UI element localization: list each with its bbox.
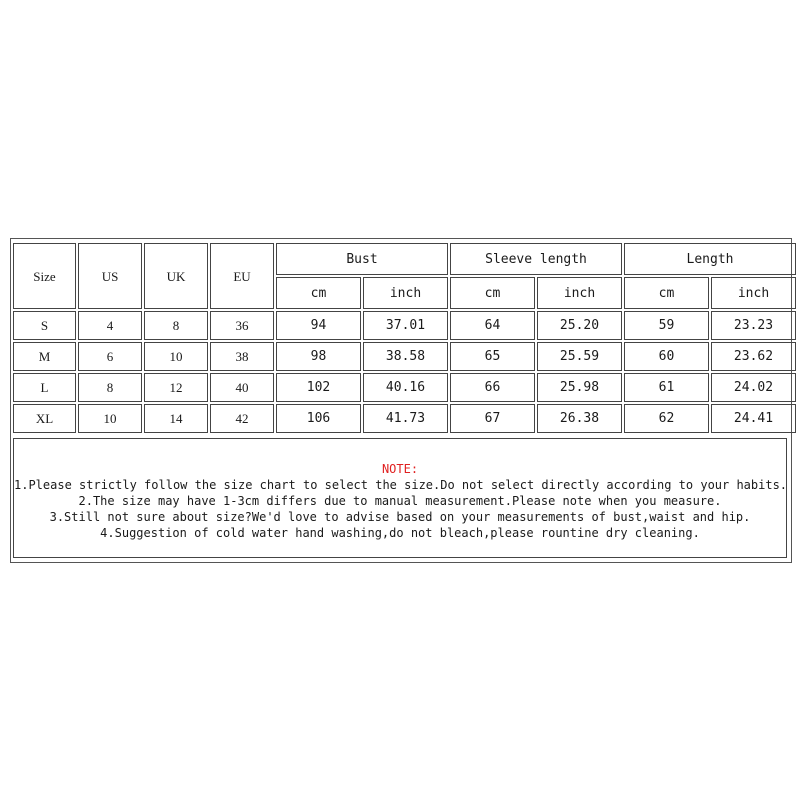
cell-eu: 38 [210, 342, 274, 371]
cell-sleeve-cm: 66 [450, 373, 535, 402]
header-eu: EU [210, 243, 274, 309]
unit-sleeve-inch: inch [537, 277, 622, 309]
size-chart [10, 238, 792, 563]
cell-length-inch: 24.02 [711, 373, 796, 402]
cell-length-cm: 60 [624, 342, 709, 371]
table-row [13, 342, 796, 371]
cell-bust-inch: 41.73 [363, 404, 448, 433]
cell-length-cm: 59 [624, 311, 709, 340]
cell-uk: 14 [144, 404, 208, 433]
unit-length-inch: inch [711, 277, 796, 309]
cell-uk: 8 [144, 311, 208, 340]
note-title: NOTE: [381, 462, 419, 476]
note-line: 4.Suggestion of cold water hand washing,do not bleach,please rountine dry cleaning. [100, 526, 700, 540]
unit-length-cm: cm [624, 277, 709, 309]
cell-bust-cm: 98 [276, 342, 361, 371]
cell-length-cm: 62 [624, 404, 709, 433]
cell-us: 8 [78, 373, 142, 402]
cell-length-inch: 23.62 [711, 342, 796, 371]
cell-length-cm: 61 [624, 373, 709, 402]
header-sleeve-length: Sleeve length [450, 243, 622, 275]
notes-box [13, 438, 787, 558]
header-us: US [78, 243, 142, 309]
cell-length-inch: 24.41 [711, 404, 796, 433]
cell-eu: 36 [210, 311, 274, 340]
unit-sleeve-cm: cm [450, 277, 535, 309]
cell-bust-inch: 37.01 [363, 311, 448, 340]
note-line: 3.Still not sure about size?We'd love to advise based on your measurements of bust,waist and hip. [49, 510, 751, 524]
cell-sleeve-inch: 25.59 [537, 342, 622, 371]
header-uk: UK [144, 243, 208, 309]
cell-bust-inch: 40.16 [363, 373, 448, 402]
cell-eu: 42 [210, 404, 274, 433]
cell-uk: 12 [144, 373, 208, 402]
note-line: 1.Please strictly follow the size chart to select the size.Do not select directly according to your habits. [14, 478, 788, 492]
table-row [13, 404, 796, 433]
cell-bust-cm: 102 [276, 373, 361, 402]
cell-length-inch: 23.23 [711, 311, 796, 340]
cell-us: 4 [78, 311, 142, 340]
cell-bust-cm: 94 [276, 311, 361, 340]
header-row [13, 243, 796, 275]
cell-size: L [13, 373, 76, 402]
cell-bust-inch: 38.58 [363, 342, 448, 371]
cell-bust-cm: 106 [276, 404, 361, 433]
cell-sleeve-cm: 65 [450, 342, 535, 371]
cell-size: M [13, 342, 76, 371]
note-line: 2.The size may have 1-3cm differs due to manual measurement.Please note when you measure. [78, 494, 722, 508]
cell-sleeve-cm: 64 [450, 311, 535, 340]
cell-size: XL [13, 404, 76, 433]
cell-uk: 10 [144, 342, 208, 371]
cell-sleeve-inch: 26.38 [537, 404, 622, 433]
unit-bust-inch: inch [363, 277, 448, 309]
cell-size: S [13, 311, 76, 340]
size-table [11, 241, 798, 435]
cell-us: 10 [78, 404, 142, 433]
cell-us: 6 [78, 342, 142, 371]
cell-eu: 40 [210, 373, 274, 402]
cell-sleeve-inch: 25.20 [537, 311, 622, 340]
header-length: Length [624, 243, 796, 275]
table-row [13, 373, 796, 402]
header-bust: Bust [276, 243, 448, 275]
unit-bust-cm: cm [276, 277, 361, 309]
cell-sleeve-inch: 25.98 [537, 373, 622, 402]
table-row [13, 311, 796, 340]
cell-sleeve-cm: 67 [450, 404, 535, 433]
header-size: Size [13, 243, 76, 309]
